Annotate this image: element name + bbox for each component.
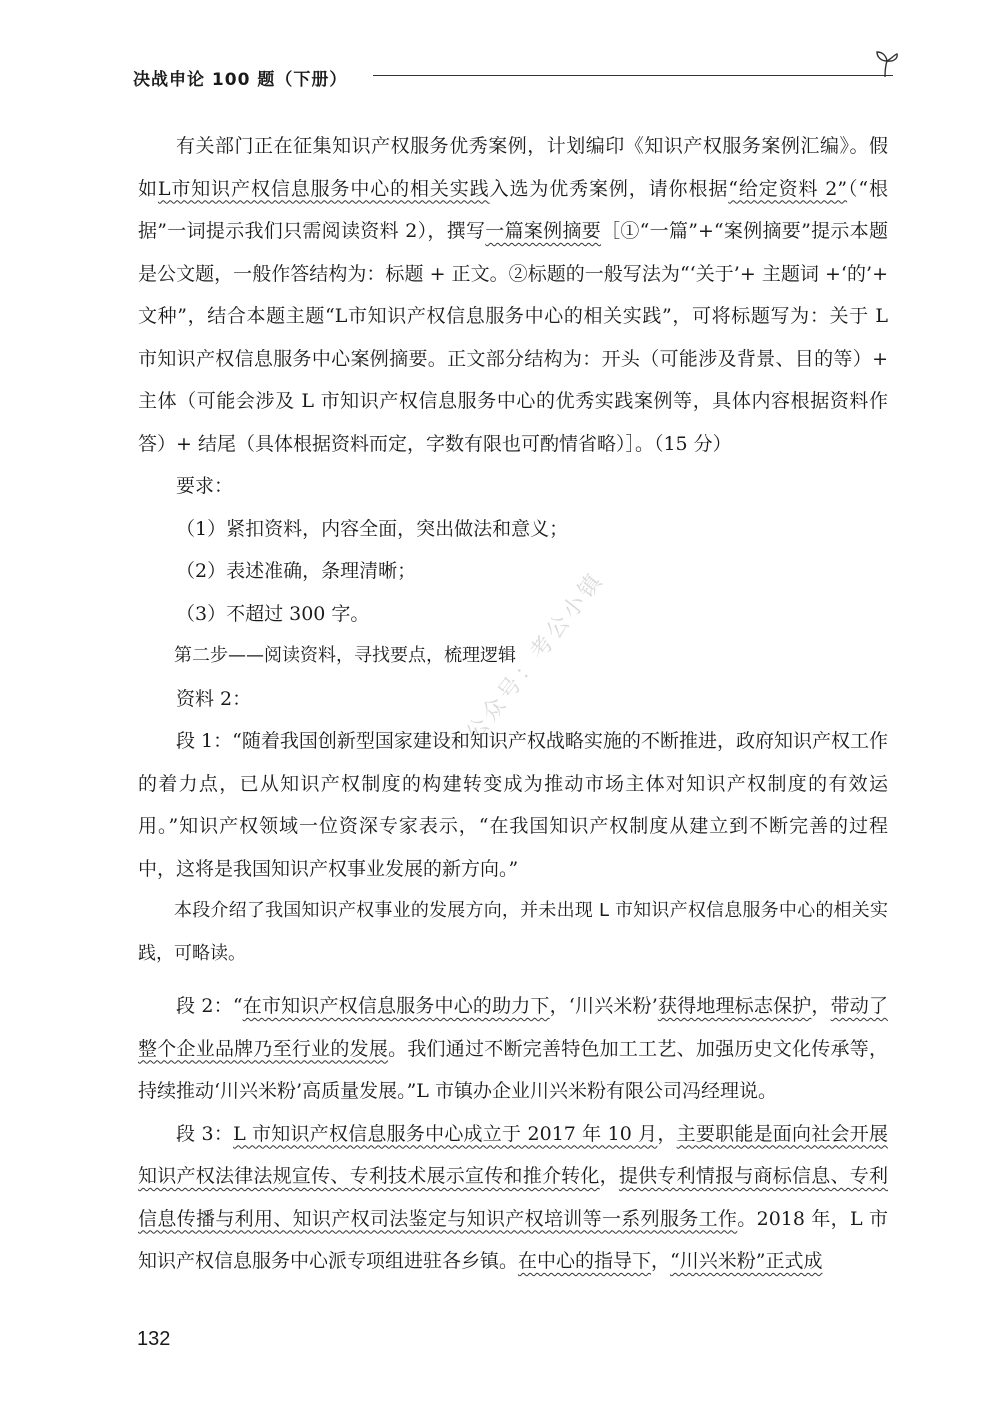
question-paragraph: 有关部门正在征集知识产权服务优秀案例，计划编印《知识产权服务案例汇编》。假如L市知识产权信息服务中心的相关实践入选为优秀案例，请你根据“给定资料 2”（“根据”一词提示我们只需阅读资料 2），撰写一篇案例摘要［①“一篇”+“案例摘要”提示本题是公文题，一般作答结构为：标题 + 正文。②标题的一般写法为“‘关于’+ 主题词 +‘的’+ 文种”，结合本题主题“L市知识产权信息服务中心的相关实践”，可将标题写为：关于 L 市知识产权信息服务中心案例摘要。正文部分结构为：开头（可能涉及背景、目的等）+ 主体（可能会涉及 L 市知识产权信息服务中心的优秀实践案例等，具体内容根据资料作答）+ 结尾（具体根据资料而定，字数有限也可酌情省略）］。（15 分） [138, 135, 888, 455]
header-rule [373, 75, 893, 76]
requirement-item: （3）不超过 300 字。 [176, 602, 370, 625]
material-paragraph-2: 段 2：“在市知识产权信息服务中心的助力下，‘川兴米粉’获得地理标志保护，带动了整个企业品牌乃至行业的发展。我们通过不断完善特色加工工艺、加强历史文化传承等，持续推动‘川兴米粉’高质量发展。”L 市镇办企业川兴米粉有限公司冯经理说。 [138, 995, 888, 1102]
header-title: 决战申论 100 题（下册） [133, 70, 348, 90]
material-paragraph-3: 段 3：L 市知识产权信息服务中心成立于 2017 年 10 月，主要职能是面向社会开展知识产权法律法规宣传、专利技术展示宣传和推介转化，提供专利情报与商标信息、专利信息传播与利用、知识产权司法鉴定与知识产权培训等一系列服务工作。2018 年，L 市知识产权信息服务中心派专项组进驻各乡镇。在中心的指导下，“川兴米粉”正式成 [138, 1122, 888, 1272]
requirement-item: （2）表述准确，条理清晰； [176, 560, 417, 582]
watermark: 公众号：考公小镇 [461, 567, 610, 747]
analysis-note: 本段介绍了我国知识产权事业的发展方向，并未出现 L 市知识产权信息服务中心的相关实践，可略读。 [138, 900, 888, 964]
requirement-item: （1）紧扣资料，内容全面，突出做法和意义； [176, 517, 569, 540]
page-body [138, 125, 888, 1283]
material-label: 资料 2： [176, 687, 252, 710]
page-number: 132 [137, 1328, 171, 1350]
step-heading: 第二步——阅读资料，寻找要点，梳理逻辑 [174, 645, 516, 666]
requirements-label: 要求： [176, 475, 234, 497]
running-header [133, 55, 903, 95]
material-paragraph-1: 段 1：“随着我国创新型国家建设和知识产权战略实施的不断推进，政府知识产权工作的着力点，已从知识产权制度的构建转变成为推动市场主体对知识产权制度的有效运用。”知识产权领域一位资深专家表示，“在我国知识产权制度从建立到不断完善的过程中，这将是我国知识产权事业发展的新方向。” [138, 730, 888, 880]
sprout-icon [871, 47, 903, 79]
